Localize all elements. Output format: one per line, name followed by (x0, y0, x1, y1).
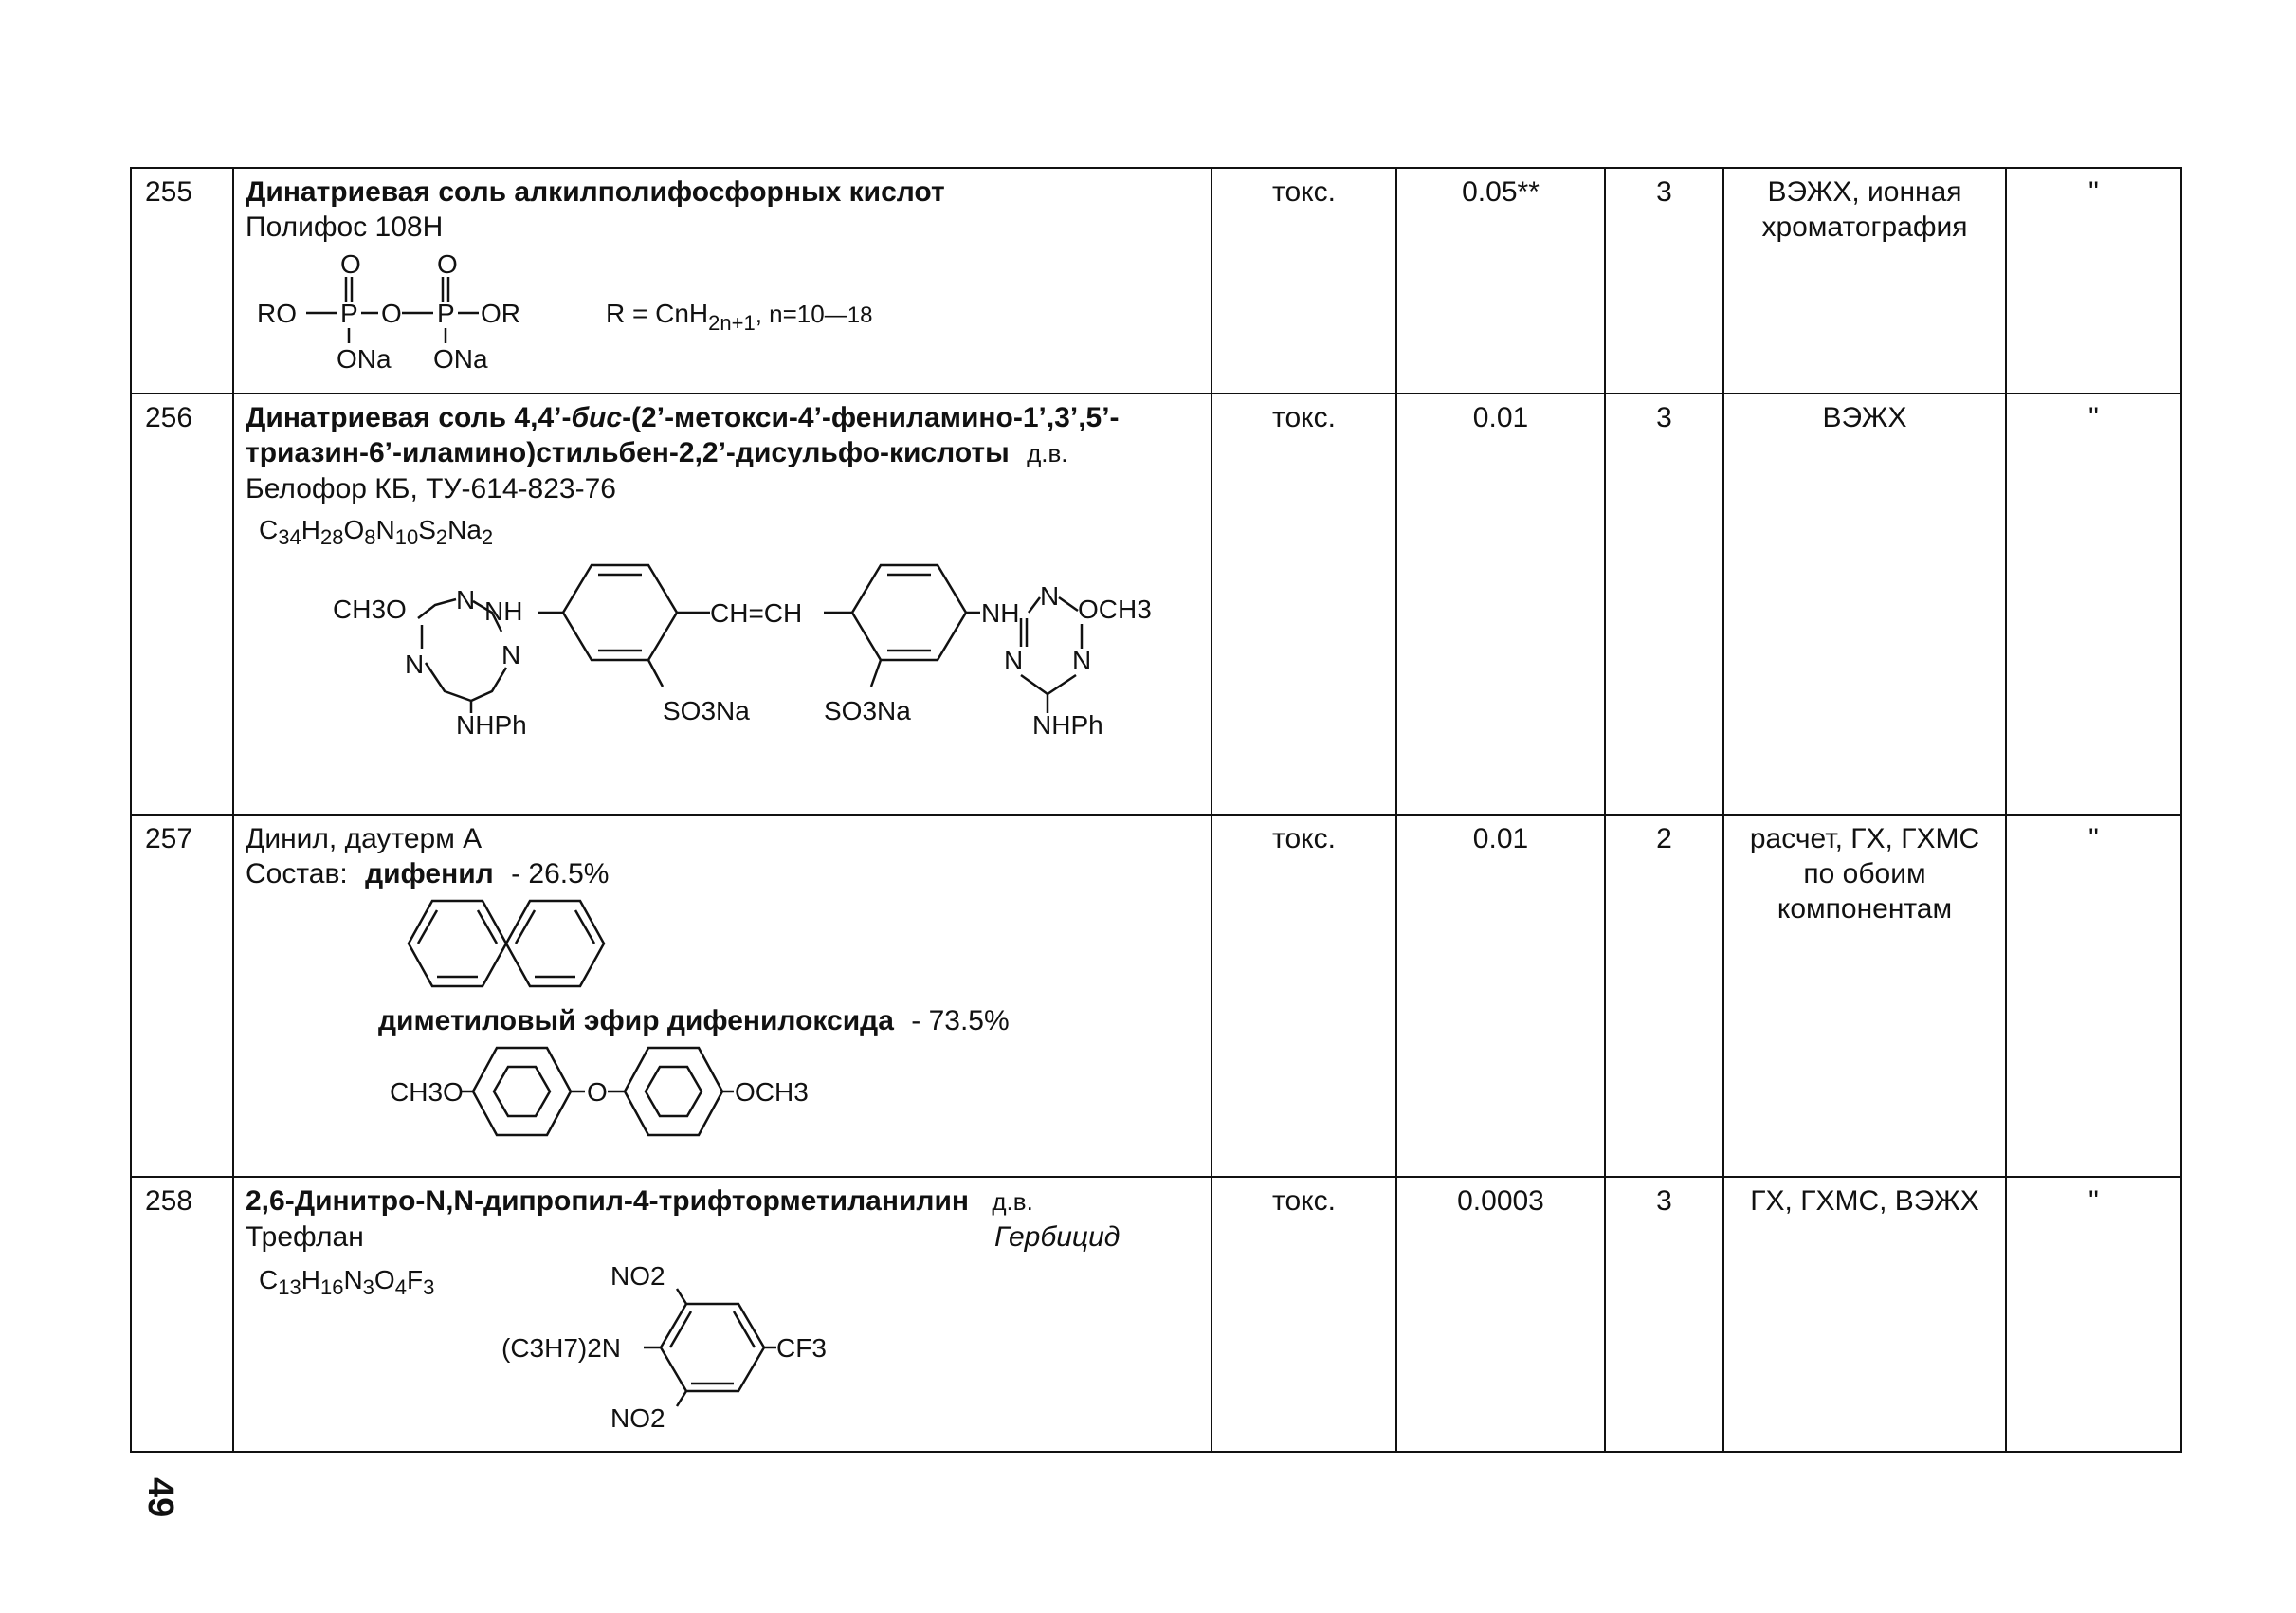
atom-label: NHPh (1032, 710, 1103, 740)
class-cell: 3 (1605, 168, 1723, 394)
table-row (131, 1177, 2181, 1452)
atom-label: NHPh (456, 710, 527, 740)
atom-label: O (340, 249, 361, 279)
atom-label: O (437, 249, 458, 279)
atom-label: P (340, 299, 358, 328)
trade-name-line: Трефлан Гербицид (246, 1221, 1121, 1253)
ditto-mark: " (2006, 1177, 2181, 1452)
atom-label: OCH3 (1078, 595, 1152, 624)
composition-line: Состав: дифенил - 26.5% (246, 858, 610, 889)
hazard-cell: токс. (1212, 168, 1396, 394)
class-cell: 2 (1605, 815, 1723, 1177)
method-cell: ВЭЖХ (1723, 394, 2006, 815)
atom-label: SO3Na (824, 696, 911, 725)
trade-name: Белофор КБ, ТУ-614-823-76 (246, 473, 616, 504)
atom-label: N (456, 585, 476, 614)
atom-label: NH (484, 596, 523, 626)
substance-name: Динил, даутерм А (246, 823, 483, 854)
atom-label: N (405, 650, 425, 679)
trade-name: Полифос 108Н (246, 211, 444, 243)
dimethyl-diphenyl-ether-structure (246, 1038, 1203, 1143)
atom-label: SO3Na (663, 696, 750, 725)
atom-label: ONa (433, 344, 488, 374)
atom-label: NO2 (610, 1403, 665, 1433)
atom-label: CH3O (390, 1077, 464, 1107)
atom-label: N (1072, 646, 1092, 675)
value-cell: 0.0003 (1396, 1177, 1605, 1452)
atom-label: N (1040, 581, 1060, 611)
hazard-cell: токс. (1212, 394, 1396, 815)
r-definition: R = CnH$_{2n+1}$, n=10—18 (606, 299, 873, 335)
row-number: 258 (131, 1177, 233, 1452)
ditto-mark: " (2006, 168, 2181, 394)
row-number: 255 (131, 168, 233, 394)
composition-line-2: диметиловый эфир дифенилоксида - 73.5% (378, 1005, 1010, 1036)
polyphosphate-structure (246, 245, 1203, 377)
row-number: 257 (131, 815, 233, 1177)
substance-cell (233, 1177, 1212, 1452)
atom-label: N (1004, 646, 1024, 675)
substance-name: Динатриевая соль 4,4’-бис-(2’-метокси-4’-фениламино-1’,3’,5’-триазин-6’-иламино)стильбен-2,2’-дисульфо-кислоты д.в. (246, 402, 1120, 468)
table-row (131, 168, 2181, 394)
row-number: 256 (131, 394, 233, 815)
atom-label: NH (981, 598, 1020, 628)
method-cell: расчет, ГХ, ГХМС по обоим компонентам (1723, 815, 2006, 1177)
substance-name: 2,6-Динитро-N,N-дипропил-4-трифторметиланилин д.в. (246, 1185, 1033, 1217)
table-row (131, 815, 2181, 1177)
trifluralin-structure (246, 1255, 1203, 1435)
biphenyl-structure (246, 891, 814, 996)
atom-label: CH=CH (710, 598, 803, 628)
ditto-mark: " (2006, 815, 2181, 1177)
page-number: 49 (140, 1477, 180, 1518)
hazard-cell: токс. (1212, 815, 1396, 1177)
table-row (131, 394, 2181, 815)
stilbene-structure (246, 506, 1203, 753)
atom-label: CF3 (776, 1333, 827, 1363)
class-cell: 3 (1605, 394, 1723, 815)
atom-label: O (381, 299, 402, 328)
substance-cell (233, 815, 1212, 1177)
atom-label: N (501, 640, 521, 669)
atom-label: ONa (337, 344, 392, 374)
substance-cell (233, 394, 1212, 815)
class-cell: 3 (1605, 1177, 1723, 1452)
value-cell: 0.01 (1396, 815, 1605, 1177)
value-cell: 0.01 (1396, 394, 1605, 815)
atom-label: O (587, 1077, 608, 1107)
molecular-formula: $C_{13}H_{16}N_3O_4F_3$ (259, 1265, 435, 1299)
method-cell: ГХ, ГХМС, ВЭЖХ (1723, 1177, 2006, 1452)
atom-label: CH3O (333, 595, 407, 624)
substance-cell (233, 168, 1212, 394)
ditto-mark: " (2006, 394, 2181, 815)
atom-label: OCH3 (735, 1077, 809, 1107)
atom-label: NO2 (610, 1261, 665, 1291)
atom-label: OR (481, 299, 520, 328)
atom-label: RO (257, 299, 297, 328)
value-cell: 0.05** (1396, 168, 1605, 394)
hazard-cell: токс. (1212, 1177, 1396, 1452)
molecular-formula: $C_{34}H_{28}O_8N_{10}S_2Na_2$ (259, 515, 494, 549)
atom-label: (C3H7)2N (501, 1333, 622, 1363)
substance-name: Динатриевая соль алкилполифосфорных кислот (246, 176, 945, 208)
method-cell: ВЭЖХ, ионная хроматография (1723, 168, 2006, 394)
substances-table (130, 167, 2182, 1453)
atom-label: P (437, 299, 455, 328)
